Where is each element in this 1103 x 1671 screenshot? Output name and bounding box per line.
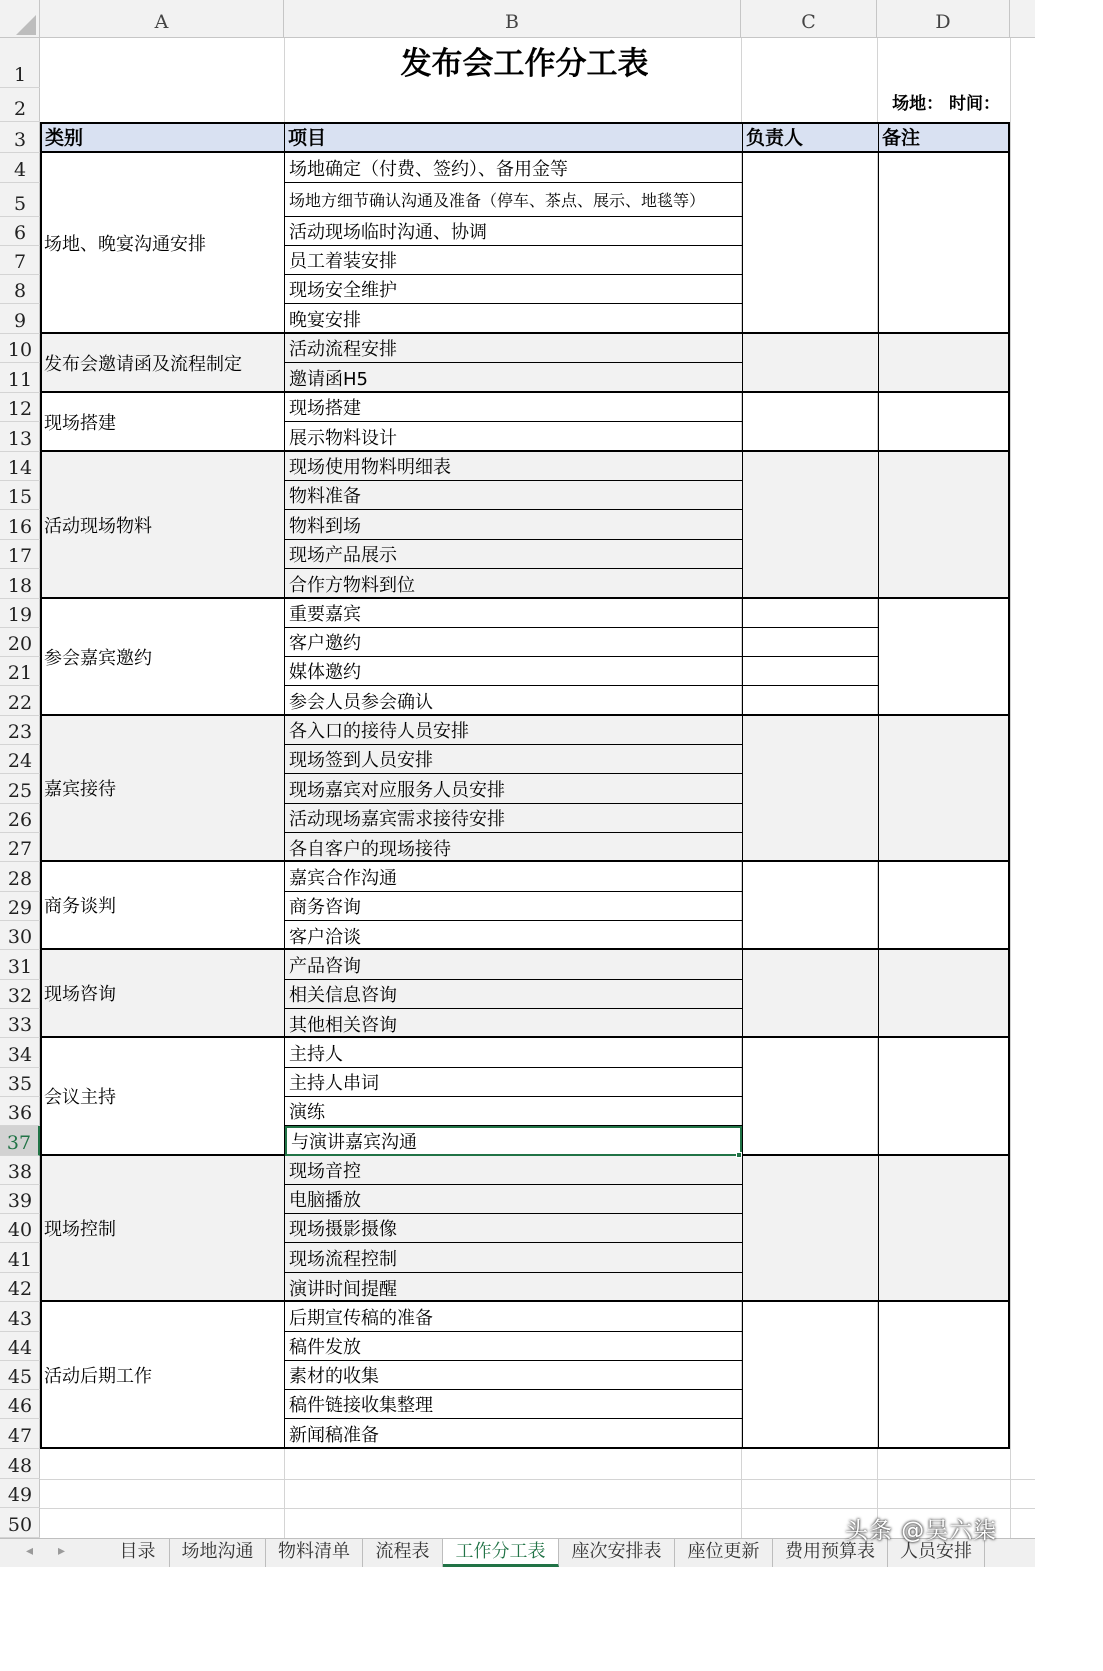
item-cell[interactable]: 稿件链接收集整理 — [285, 1390, 742, 1419]
item-column — [285, 153, 743, 332]
item-column — [285, 950, 743, 1036]
item-cell[interactable]: 活动现场临时沟通、协调 — [285, 217, 742, 246]
sheet-title[interactable]: 发布会工作分工表 — [400, 46, 649, 82]
row-header-34[interactable]: 34 — [0, 1038, 40, 1068]
header-owner[interactable]: 负责人 — [743, 124, 879, 151]
item-cell[interactable]: 重要嘉宾 — [285, 599, 742, 628]
note-cell[interactable] — [879, 1038, 1010, 1154]
row-header-32[interactable]: 32 — [0, 980, 40, 1009]
item-cell[interactable]: 现场使用物料明细表 — [285, 452, 742, 481]
item-column — [285, 1156, 743, 1300]
item-column — [285, 862, 743, 948]
owner-subcell[interactable] — [743, 657, 878, 686]
task-group — [40, 1302, 1010, 1449]
venue-time-label[interactable]: 场地： 时间： — [892, 94, 1000, 114]
row-header-23[interactable]: 23 — [0, 716, 40, 745]
note-cell[interactable] — [879, 716, 1010, 860]
row-header-4[interactable]: 4 — [0, 153, 40, 183]
column-header-c[interactable]: C — [741, 0, 877, 38]
item-column — [285, 393, 743, 450]
task-group — [40, 1156, 1010, 1302]
watermark: 头条 @吴六柒 — [845, 1518, 998, 1544]
row-header-49[interactable]: 49 — [0, 1479, 40, 1508]
item-cell[interactable]: 活动现场嘉宾需求接待安排 — [285, 804, 742, 833]
item-cell[interactable]: 员工着装安排 — [285, 246, 742, 275]
item-cell[interactable]: 活动流程安排 — [285, 334, 742, 363]
owner-subcell[interactable] — [743, 628, 878, 657]
task-group — [40, 599, 1010, 716]
column-header-a[interactable]: A — [40, 0, 284, 38]
sheet-tab[interactable]: 目录 — [106, 1539, 170, 1567]
row-header-41[interactable]: 41 — [0, 1243, 40, 1273]
item-column — [285, 1302, 743, 1447]
note-cell[interactable] — [879, 393, 1010, 450]
row-header-16[interactable]: 16 — [0, 510, 40, 540]
header-item[interactable]: 项目 — [285, 124, 743, 151]
item-cell[interactable]: 现场产品展示 — [285, 540, 742, 569]
category-cell[interactable]: 嘉宾接待 — [42, 716, 285, 860]
item-cell[interactable]: 晚宴安排 — [289, 310, 361, 331]
row-header-36[interactable]: 36 — [0, 1097, 40, 1126]
sheet-tab[interactable]: 人员安排 — [888, 1539, 985, 1567]
task-group — [40, 1038, 1010, 1156]
note-cell[interactable] — [879, 862, 1010, 948]
row-header-9[interactable]: 9 — [0, 304, 40, 334]
item-cell[interactable]: 现场流程控制 — [285, 1243, 742, 1273]
sheet-tab[interactable]: 费用预算表 — [773, 1539, 888, 1567]
row-header-46[interactable]: 46 — [0, 1390, 40, 1419]
item-column — [285, 599, 743, 714]
row-header-45[interactable]: 45 — [0, 1361, 40, 1390]
gridline — [40, 1479, 1035, 1480]
row-header-6[interactable]: 6 — [0, 217, 40, 246]
row-header-10[interactable]: 10 — [0, 334, 40, 363]
note-cell[interactable] — [879, 950, 1010, 1036]
item-cell[interactable]: 素材的收集 — [285, 1361, 742, 1390]
gridline — [40, 1508, 1035, 1509]
item-cell[interactable]: 参会人员参会确认 — [289, 692, 433, 713]
category-cell[interactable]: 商务谈判 — [42, 862, 285, 948]
owner-cell[interactable] — [743, 1038, 879, 1154]
row-header-12[interactable]: 12 — [0, 393, 40, 422]
row-header-21[interactable]: 21 — [0, 657, 40, 686]
row-header-5[interactable]: 5 — [0, 183, 40, 217]
row-header-28[interactable]: 28 — [0, 862, 40, 892]
sheet-tab[interactable]: 座次安排表 — [559, 1539, 675, 1567]
row-header-29[interactable]: 29 — [0, 892, 40, 921]
task-group — [40, 393, 1010, 452]
item-cell[interactable]: 各入口的接待人员安排 — [285, 716, 742, 745]
item-cell[interactable]: 后期宣传稿的准备 — [285, 1302, 742, 1332]
item-cell[interactable]: 场地方细节确认沟通及准备（停车、茶点、展示、地毯等） — [285, 183, 742, 217]
owner-cell[interactable] — [743, 950, 879, 1036]
column-header-d[interactable]: D — [877, 0, 1010, 38]
row-header-19[interactable]: 19 — [0, 599, 40, 628]
item-cell[interactable]: 现场签到人员安排 — [285, 745, 742, 774]
item-cell[interactable]: 演练 — [285, 1097, 742, 1126]
row-header-27[interactable]: 27 — [0, 833, 40, 862]
row-header-7[interactable]: 7 — [0, 246, 40, 275]
row-header-18[interactable]: 18 — [0, 569, 40, 599]
item-cell[interactable]: 嘉宾合作沟通 — [285, 862, 742, 892]
owner-cell[interactable] — [743, 599, 879, 714]
note-cell[interactable] — [879, 334, 1010, 391]
owner-subcell[interactable] — [743, 599, 878, 628]
item-cell[interactable]: 与演讲嘉宾沟通 — [285, 1126, 742, 1156]
column-header-b[interactable]: B — [284, 0, 741, 38]
row-header-13[interactable]: 13 — [0, 422, 40, 452]
header-category[interactable]: 类别 — [42, 124, 285, 151]
row-header-25[interactable]: 25 — [0, 774, 40, 804]
owner-cell[interactable] — [743, 153, 879, 332]
task-group — [40, 950, 1010, 1038]
item-column — [285, 452, 743, 597]
row-header-48[interactable]: 48 — [0, 1449, 40, 1479]
note-cell[interactable] — [879, 1156, 1010, 1300]
item-cell[interactable]: 现场摄影摄像 — [285, 1214, 742, 1243]
task-group — [40, 452, 1010, 599]
task-group — [40, 334, 1010, 393]
row-header-17[interactable]: 17 — [0, 540, 40, 569]
category-cell[interactable]: 场地、晚宴沟通安排 — [42, 153, 285, 332]
row-header-11[interactable]: 11 — [0, 363, 40, 393]
row-header-30[interactable]: 30 — [0, 921, 40, 950]
note-cell[interactable] — [879, 1302, 1010, 1447]
task-group — [40, 862, 1010, 950]
row-header-24[interactable]: 24 — [0, 745, 40, 774]
owner-cell[interactable] — [743, 1302, 879, 1447]
note-cell[interactable] — [879, 452, 1010, 597]
sheet-tab[interactable]: 场地沟通 — [170, 1539, 266, 1567]
header-note[interactable]: 备注 — [882, 127, 921, 149]
owner-cell[interactable] — [743, 452, 879, 597]
next-sheet-icon[interactable]: ▸ — [58, 1543, 66, 1559]
category-cell[interactable]: 会议主持 — [42, 1038, 285, 1154]
row-header-38[interactable]: 38 — [0, 1156, 40, 1185]
task-group — [40, 716, 1010, 862]
item-cell[interactable]: 物料到场 — [285, 510, 742, 540]
item-cell[interactable]: 现场嘉宾对应服务人员安排 — [285, 774, 742, 804]
item-cell[interactable]: 电脑播放 — [285, 1185, 742, 1214]
row-header-47[interactable]: 47 — [0, 1419, 40, 1449]
row-header-14[interactable]: 14 — [0, 452, 40, 481]
item-cell[interactable]: 相关信息咨询 — [285, 980, 742, 1009]
item-column — [285, 716, 743, 860]
item-cell[interactable]: 商务咨询 — [285, 892, 742, 921]
prev-sheet-icon[interactable]: ◂ — [26, 1543, 34, 1559]
row-header-8[interactable]: 8 — [0, 275, 40, 304]
item-cell[interactable]: 主持人串词 — [285, 1068, 742, 1097]
item-cell[interactable]: 其他相关咨询 — [289, 1014, 397, 1036]
row-header-3[interactable]: 3 — [0, 122, 40, 153]
item-cell[interactable]: 物料准备 — [285, 481, 742, 510]
task-group — [40, 153, 1010, 334]
item-cell[interactable]: 展示物料设计 — [289, 428, 397, 449]
row-header-1[interactable]: 1 — [0, 38, 40, 88]
owner-cell[interactable] — [743, 393, 879, 450]
category-cell[interactable]: 现场控制 — [42, 1156, 285, 1300]
row-header-37[interactable]: 37 — [0, 1126, 40, 1156]
owner-cell[interactable] — [743, 1156, 879, 1300]
sheet-tab[interactable]: 流程表 — [363, 1539, 443, 1567]
item-cell[interactable]: 客户洽谈 — [289, 926, 361, 948]
row-header-15[interactable]: 15 — [0, 481, 40, 510]
row-header-35[interactable]: 35 — [0, 1068, 40, 1097]
item-cell[interactable]: 客户邀约 — [285, 628, 742, 657]
table-header-row — [40, 122, 1010, 153]
row-header-33[interactable]: 33 — [0, 1009, 40, 1038]
item-cell[interactable]: 新闻稿准备 — [289, 1425, 379, 1446]
row-header-39[interactable]: 39 — [0, 1185, 40, 1214]
note-cell[interactable] — [879, 599, 1010, 714]
item-cell[interactable]: 产品咨询 — [285, 950, 742, 980]
select-all-corner[interactable] — [0, 0, 40, 38]
fill-handle[interactable] — [736, 1152, 742, 1158]
category-cell[interactable]: 活动后期工作 — [42, 1302, 285, 1447]
row-header-43[interactable]: 43 — [0, 1302, 40, 1332]
row-header-2[interactable]: 2 — [0, 88, 40, 122]
category-cell[interactable]: 活动现场物料 — [42, 452, 285, 597]
category-cell[interactable]: 现场搭建 — [42, 393, 285, 450]
row-header-20[interactable]: 20 — [0, 628, 40, 657]
item-column — [285, 1038, 743, 1154]
row-header-26[interactable]: 26 — [0, 804, 40, 833]
row-header-50[interactable]: 50 — [0, 1508, 40, 1538]
item-cell[interactable]: 稿件发放 — [285, 1332, 742, 1361]
owner-subcell[interactable] — [743, 686, 878, 716]
item-column — [285, 334, 743, 391]
item-cell[interactable]: 现场音控 — [285, 1156, 742, 1185]
item-cell[interactable]: 现场安全维护 — [285, 275, 742, 304]
owner-cell[interactable] — [743, 716, 879, 860]
row-header-22[interactable]: 22 — [0, 686, 40, 716]
item-cell[interactable]: 媒体邀约 — [285, 657, 742, 686]
owner-cell[interactable] — [743, 862, 879, 948]
category-cell[interactable]: 参会嘉宾邀约 — [42, 599, 285, 714]
sheet-tab[interactable]: 工作分工表 — [443, 1539, 559, 1567]
item-cell[interactable]: 场地确定（付费、签约）、备用金等 — [285, 153, 742, 183]
row-header-40[interactable]: 40 — [0, 1214, 40, 1243]
note-cell[interactable] — [879, 153, 1010, 332]
item-cell[interactable]: 邀请函H5 — [289, 369, 368, 390]
sheet-tab[interactable]: 物料清单 — [266, 1539, 363, 1567]
row-header-42[interactable]: 42 — [0, 1273, 40, 1302]
column-header-bar — [0, 0, 1035, 38]
row-header-44[interactable]: 44 — [0, 1332, 40, 1361]
item-cell[interactable]: 演讲时间提醒 — [289, 1278, 397, 1300]
sheet-tab[interactable]: 座位更新 — [675, 1539, 773, 1567]
category-cell[interactable]: 现场咨询 — [42, 950, 285, 1036]
gridline — [1010, 38, 1011, 1538]
category-cell[interactable]: 发布会邀请函及流程制定 — [42, 334, 285, 391]
row-header-bar — [0, 38, 40, 1538]
item-cell[interactable]: 合作方物料到位 — [289, 575, 415, 596]
item-cell[interactable]: 各自客户的现场接待 — [289, 838, 451, 860]
item-cell[interactable]: 现场搭建 — [285, 393, 742, 422]
item-cell[interactable]: 主持人 — [285, 1038, 742, 1068]
row-header-31[interactable]: 31 — [0, 950, 40, 980]
owner-cell[interactable] — [743, 334, 879, 391]
